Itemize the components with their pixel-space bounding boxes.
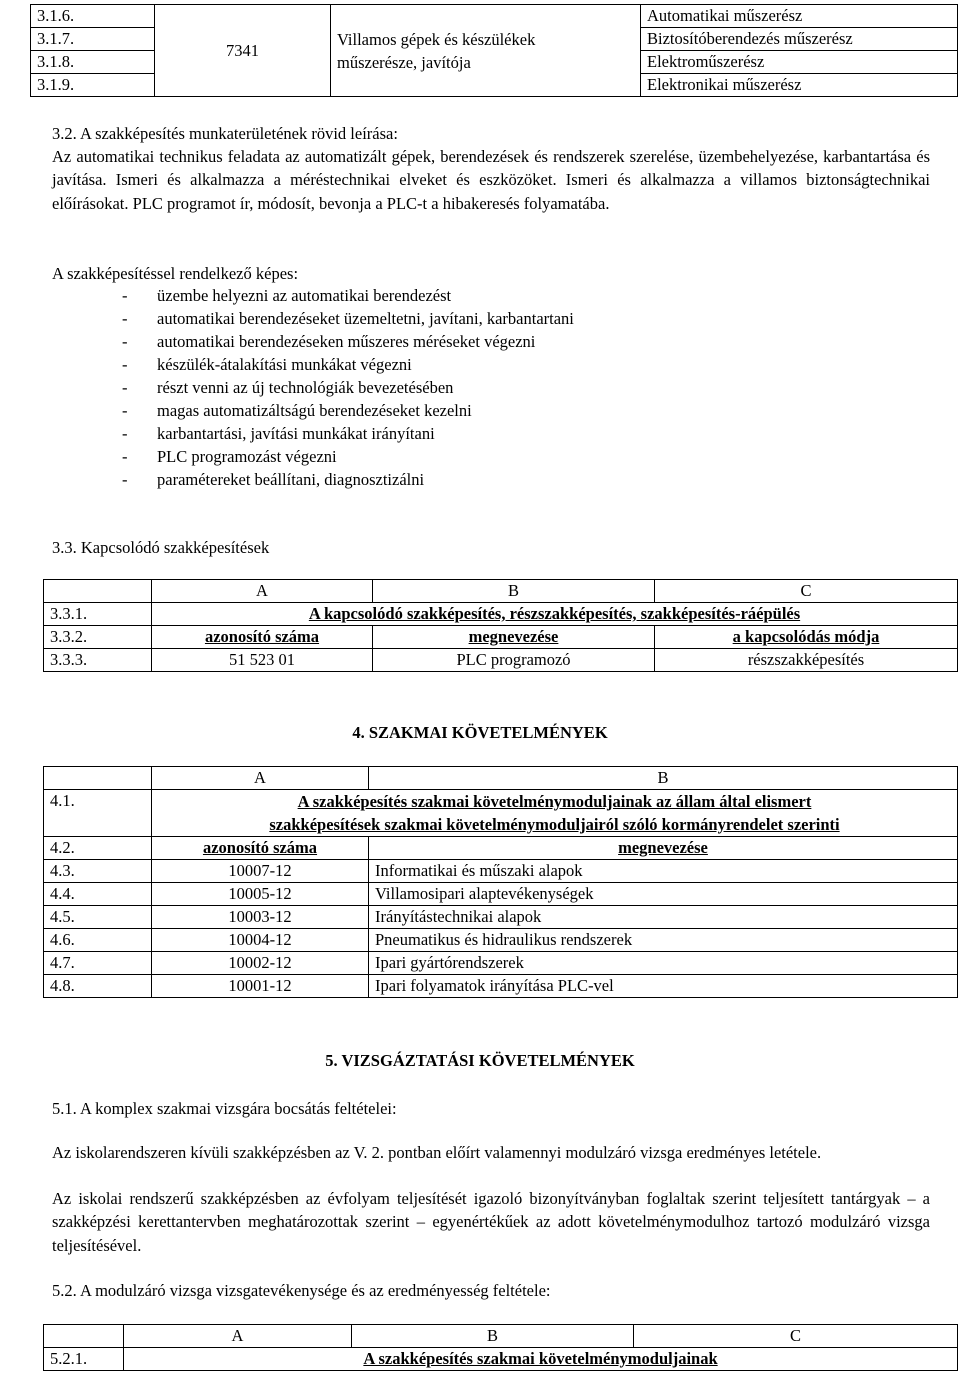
list-item: készülék-átalakítási munkákat végezni [157,355,412,374]
occupation-name [331,5,641,97]
column-header-a: A [124,1325,352,1348]
list-bullet: - [122,401,128,420]
job-name: Biztosítóberendezés műszerész [641,28,958,51]
row-number: 3.1.8. [31,51,155,74]
row-number: 3.1.7. [31,28,155,51]
list-bullet: - [122,332,128,351]
table-row [44,837,958,860]
list-bullet: - [122,378,128,397]
table-row [44,790,958,837]
table-row [44,975,958,998]
table-row [44,767,958,790]
job-name: Elektronikai műszerész [641,74,958,97]
occupations-table [30,4,958,97]
list-item: automatikai berendezéseken műszeres méréseket végezni [157,332,536,351]
list-item: karbantartási, javítási munkákat irányítani [157,424,435,443]
list-item: automatikai berendezéseket üzemeltetni, javítani, karbantartani [157,309,574,328]
table-heading: A szakképesítés szakmai követelménymoduljainak [124,1348,958,1371]
column-header-b: B [352,1325,634,1348]
table-row [44,860,958,883]
table-row [44,649,958,672]
list-bullet: - [122,309,128,328]
section-5-1-paragraph-1: Az iskolarendszeren kívüli szakképzésben az V. 2. pontban előírt valamennyi modulzáró vizsga eredményes letétele. [52,1143,822,1162]
table-row [44,883,958,906]
subheader-b: megnevezése [369,837,958,860]
module-exam-table [43,1324,958,1371]
section-3-2-heading: 3.2. A szakképesítés munkaterületének rövid leírása: [52,124,398,143]
table-row [44,603,958,626]
qualification-name: PLC programozó [373,649,655,672]
table-row [44,626,958,649]
list-item: paramétereket beállítani, diagnosztizálni [157,470,425,489]
subheader-b: megnevezése [373,626,655,649]
section-3-2-paragraph: Az automatikai technikus feladata az automatizált gépek, berendezések és rendszerek szerelése, üzembehelyezése, karbantartása és javítása. Ismeri és alkalmazza a méréstechnikai elveket és eszközöket. Ismeri és alkalmazza a villamos biztonságtechnikai előírásokat. PLC programot ír, módosít, bevonja a PLC-t a hibakeresés folyamatába. [52,147,930,213]
module-id: 10003-12 [152,906,369,929]
list-item: üzembe helyezni az automatikai berendezést [157,286,452,305]
column-header-b: B [369,767,958,790]
module-name: Ipari gyártórendszerek [369,952,958,975]
occupation-line-1: Villamos gépek és készülékek [337,29,536,49]
table-row [44,580,958,603]
list-bullet: - [122,286,128,305]
column-header-b: B [373,580,655,603]
table-heading: A kapcsolódó szakképesítés, részszakképesítés, szakképesítés-ráépülés [152,603,958,626]
row-number: 3.3.1. [44,603,152,626]
list-bullet: - [122,470,128,489]
list-item: részt venni az új technológiák bevezetésében [157,378,454,397]
section-5-title: 5. VIZSGÁZTATÁSI KÖVETELMÉNYEK [325,1051,635,1070]
column-header-a: A [152,580,373,603]
table-heading [152,790,958,837]
table-row [44,906,958,929]
list-item: PLC programozást végezni [157,447,337,466]
job-name: Automatikai műszerész [641,5,958,28]
table-row [44,1325,958,1348]
section-5-1-heading: 5.1. A komplex szakmai vizsgára bocsátás feltételei: [52,1099,397,1118]
table-heading-line-1: A szakképesítés szakmai követelménymoduljainak az állam által elismert [297,792,812,811]
column-header-a: A [152,767,369,790]
row-number: 4.5. [44,906,152,929]
module-id: 10005-12 [152,883,369,906]
row-number: 4.2. [44,837,152,860]
list-bullet: - [122,424,128,443]
row-number: 4.7. [44,952,152,975]
requirement-modules-table [43,766,958,998]
feor-code: 7341 [155,5,331,97]
module-name: Pneumatikus és hidraulikus rendszerek [369,929,958,952]
table-row [44,1348,958,1371]
section-4-title: 4. SZAKMAI KÖVETELMÉNYEK [352,723,608,742]
related-qualifications-table [43,579,958,672]
row-number: 3.1.9. [31,74,155,97]
row-number: 3.1.6. [31,5,155,28]
list-bullet: - [122,447,128,466]
section-5-2-heading: 5.2. A modulzáró vizsga vizsgatevékenysége és az eredményesség feltétele: [52,1281,551,1300]
row-number: 4.3. [44,860,152,883]
subheader-a: azonosító száma [152,837,369,860]
module-name: Informatikai és műszaki alapok [369,860,958,883]
abilities-intro: A szakképesítéssel rendelkező képes: [52,264,299,283]
row-number: 3.3.2. [44,626,152,649]
module-id: 10001-12 [152,975,369,998]
module-id: 10002-12 [152,952,369,975]
module-name: Villamosipari alaptevékenységek [369,883,958,906]
section-3-3-heading: 3.3. Kapcsolódó szakképesítések [52,538,270,557]
module-id: 10007-12 [152,860,369,883]
qualification-id: 51 523 01 [152,649,373,672]
table-row [31,5,958,28]
table-row [44,952,958,975]
module-id: 10004-12 [152,929,369,952]
job-name: Elektroműszerész [641,51,958,74]
row-number: 4.4. [44,883,152,906]
table-heading-line-2: szakképesítések szakmai követelménymoduljairól szóló kormányrendelet szerinti [269,815,840,834]
qualification-type: részszakképesítés [655,649,958,672]
column-header-c: C [634,1325,958,1348]
module-name: Irányítástechnikai alapok [369,906,958,929]
row-number: 4.6. [44,929,152,952]
row-number: 5.2.1. [44,1348,124,1371]
section-5-1-paragraph-2: Az iskolai rendszerű szakképzésben az évfolyam teljesítését igazoló bizonyítványban foglaltak szerint teljesített tantárgyak – a szakképzési kerettantervben meghatározottak szerint – egyenértékűek az adott követelménymodulhoz tartozó modulzáró vizsga teljesítésével. [52,1189,930,1255]
table-row [44,929,958,952]
module-name: Ipari folyamatok irányítása PLC-vel [369,975,958,998]
subheader-a: azonosító száma [152,626,373,649]
occupation-line-2: műszerésze, javítója [337,52,471,72]
row-number: 4.1. [44,790,152,837]
subheader-c: a kapcsolódás módja [655,626,958,649]
column-header-c: C [655,580,958,603]
list-bullet: - [122,355,128,374]
row-number: 4.8. [44,975,152,998]
row-number: 3.3.3. [44,649,152,672]
list-item: magas automatizáltságú berendezéseket kezelni [157,401,472,420]
